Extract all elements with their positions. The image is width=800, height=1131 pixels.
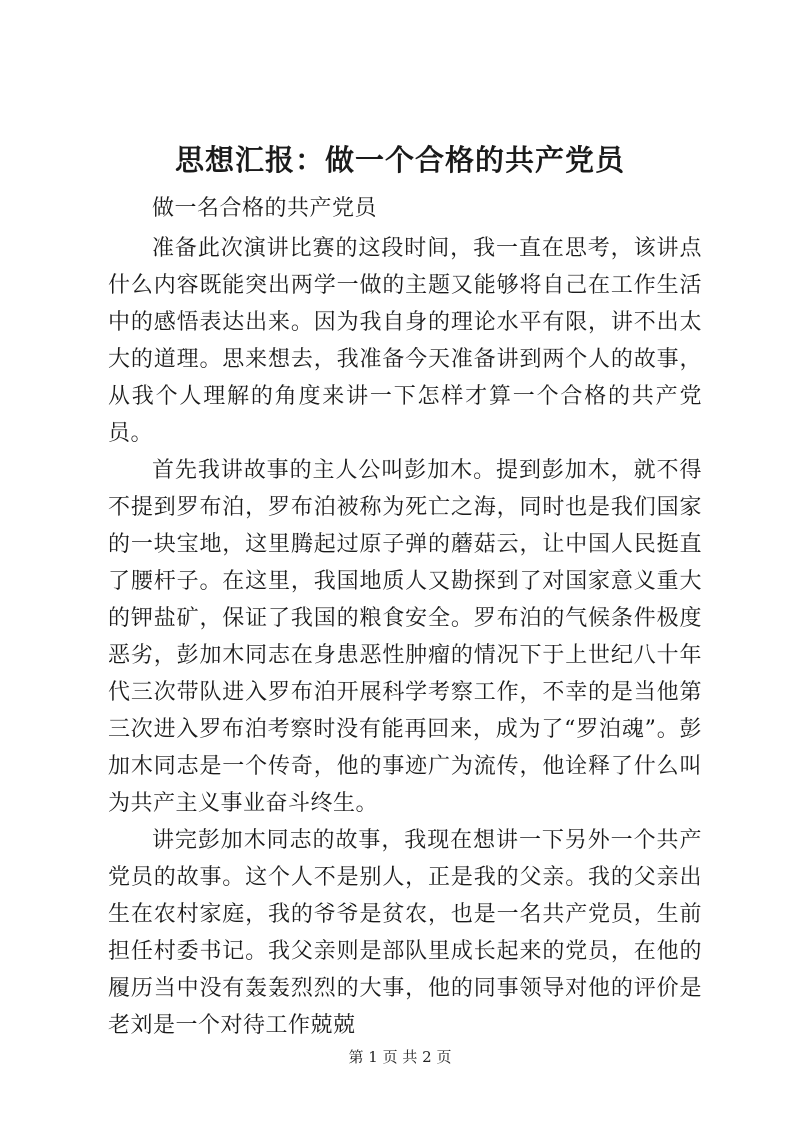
subtitle-paragraph: 做一名合格的共产党员	[152, 196, 378, 221]
paragraph-intro: 准备此次演讲比赛的这段时间，我一直在思考，该讲点什么内容既能突出两学一做的主题又能够将自己在工作生活中的感悟表达出来。因为我自身的理论水平有限，讲不出太大的道理。思来想去，我准备今天准备讲到两个人的故事，从我个人理解的角度来讲一下怎样才算一个合格的共产党员。	[108, 236, 702, 446]
page-footer: 第 1 页 共 2 页	[348, 1048, 452, 1066]
document-title: 思想汇报：做一个合格的共产党员	[174, 143, 625, 177]
document-body	[108, 190, 702, 1044]
paragraph-father: 讲完彭加木同志的故事，我现在想讲一下另外一个共产党员的故事。这个人不是别人，正是我的父亲。我的父亲出生在农村家庭，我的爷爷是贫农，也是一名共产党员，生前担任村委书记。我父亲则是部队里成长起来的党员，在他的履历当中没有轰轰烈烈的大事，他的同事领导对他的评价是老刘是一个对待工作兢兢	[108, 828, 702, 1038]
paragraph-peng-jiamu: 首先我讲故事的主人公叫彭加木。提到彭加木，就不得不提到罗布泊，罗布泊被称为死亡之海，同时也是我们国家的一块宝地，这里腾起过原子弹的蘑菇云，让中国人民挺直了腰杆子。在这里，我国地质人又勘探到了对国家意义重大的钾盐矿，保证了我国的粮食安全。罗布泊的气候条件极度恶劣，彭加木同志在身患恶性肿瘤的情况下于上世纪八十年代三次带队进入罗布泊开展科学考察工作，不幸的是当他第三次进入罗布泊考察时没有能再回来，成为了“罗泊魂”。彭加木同志是一个传奇，他的事迹广为流传，他诠释了什么叫为共产主义事业奋斗终生。	[108, 458, 702, 816]
